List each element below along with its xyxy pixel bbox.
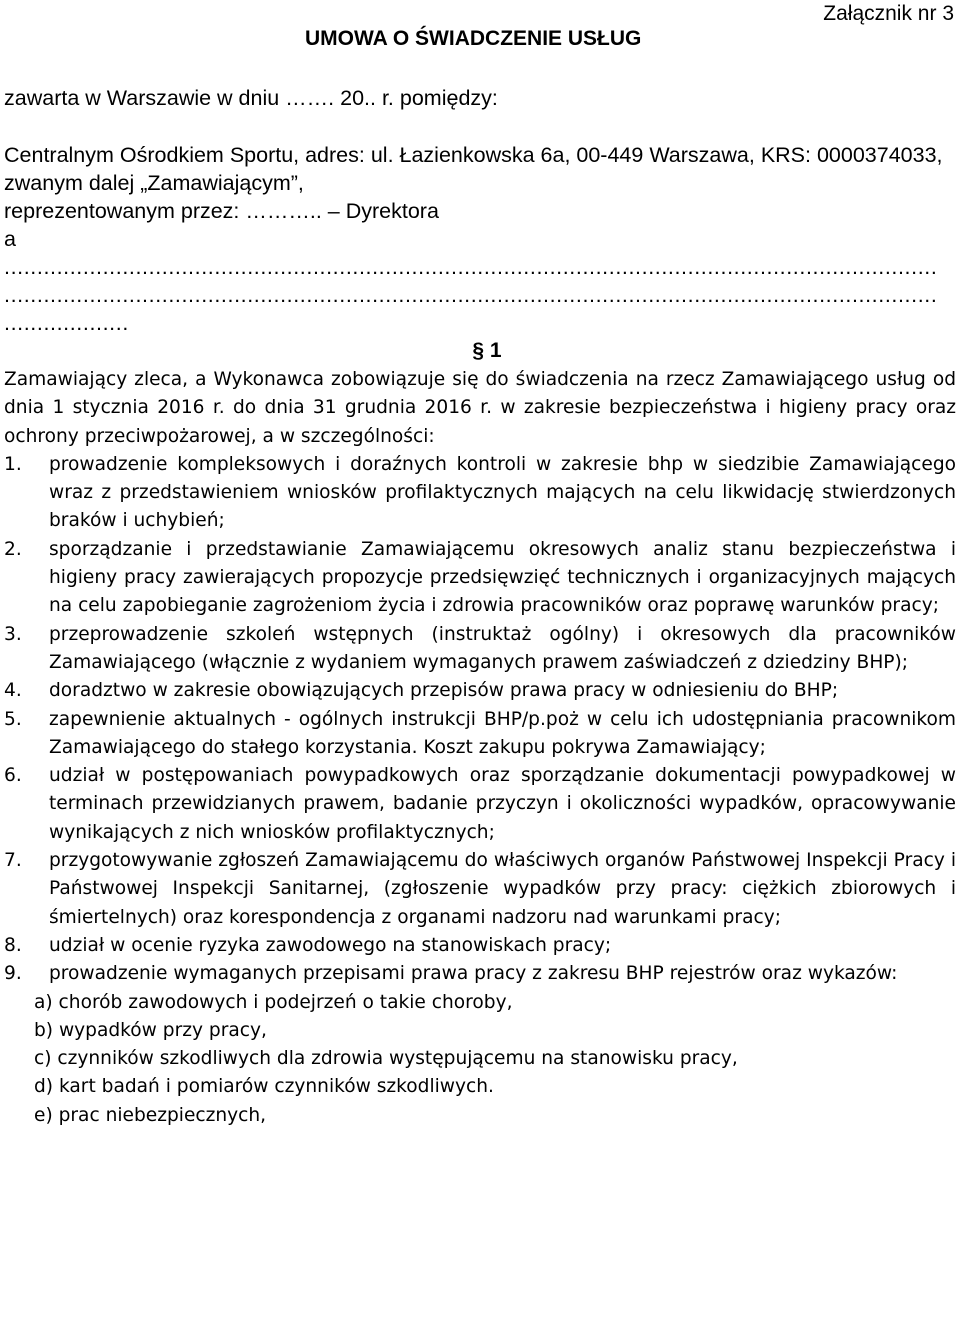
list-item-text: zapewnienie aktualnych - ogólnych instrukcji BHP/p.poż w celu ich udostępniania pracownikom Zamawiającego do stałego korzystania. Koszt zakupu pokrywa Zamawiający; xyxy=(49,708,956,758)
sublist-item: d) kart badań i pomiarów czynników szkodliwych. xyxy=(34,1076,494,1098)
list-item-text: udział w ocenie ryzyka zawodowego na stanowiskach pracy; xyxy=(49,934,612,956)
document-title: UMOWA O ŚWIADCZENIE USŁUG xyxy=(305,27,642,50)
registers-sublist xyxy=(4,989,956,1130)
list-item-number: 8. xyxy=(4,934,22,956)
section-lead-paragraph: Zamawiający zleca, a Wykonawca zobowiązuje się do świadczenia na rzecz Zamawiającego usług od dnia 1 stycznia 2016 r. do dnia 31 grudnia 2016 r. w zakresie bezpieczeństwa i higieny pracy oraz ochrony przeciwpożarowej, a w szczególności: xyxy=(4,369,956,447)
list-item-text: prowadzenie wymaganych przepisami prawa pracy z zakresu BHP rejestrów oraz wykazów: xyxy=(49,963,898,985)
list-item-text: udział w postępowaniach powypadkowych oraz sporządzanie dokumentacji powypadkowej w terminach przewidzianych prawem, badanie przyczyn i okoliczności wypadków, opracowywanie wynikających z nich wniosków profilaktycznych; xyxy=(49,765,956,843)
list-item-text: przeprowadzenie szkoleń wstępnych (instruktaż ogólny) i okresowych dla pracowników Zamawiającego (włącznie z wydaniem wymaganych prawem zaświadczeń z dziedziny BHP); xyxy=(49,623,956,673)
list-item xyxy=(4,451,956,536)
list-item xyxy=(4,847,956,932)
list-item-number: 3. xyxy=(4,623,22,645)
contractor-placeholder-line-3: ................... xyxy=(4,311,129,335)
list-item xyxy=(4,677,956,705)
list-item xyxy=(4,706,956,763)
represented-by: reprezentowanym przez: ……….. – Dyrektora xyxy=(4,199,439,223)
section-heading xyxy=(0,339,960,363)
list-item-number: 1. xyxy=(4,453,22,475)
list-item-text: przygotowywanie zgłoszeń Zamawiającemu do właściwych organów Państwowej Inspekcji Pracy i Państwowej Inspekcji Sanitarnej, (zgłoszenie wypadków przy pracy: ciężkich zbiorowych i śmiertelnych) oraz korespondencja z organami nadzoru nad warunkami pracy; xyxy=(49,850,956,928)
sublist-item: e) prac niebezpiecznych, xyxy=(34,1104,267,1126)
list-item-number: 2. xyxy=(4,538,22,560)
list-item-text: sporządzanie i przedstawianie Zamawiającemu okresowych analiz stanu bezpieczeństwa i higieny pracy zawierających propozycje przedsięwzięć technicznych i organizacyjnych mających na celu zapobieganie zagrożeniom życia i zdrowia pracowników oraz poprawę warunków pracy; xyxy=(49,538,956,617)
list-item-number: 7. xyxy=(4,850,22,872)
list-item-number: 9. xyxy=(4,963,22,985)
list-item-text: doradztwo w zakresie obowiązujących przepisów prawa pracy w odniesieniu do BHP; xyxy=(49,680,839,702)
contractor-placeholder-line-2: .............................................................................................................................................. xyxy=(4,283,938,307)
obligations-list xyxy=(4,451,956,989)
list-item xyxy=(4,960,956,988)
list-item-number: 4. xyxy=(4,680,22,702)
sublist-item: c) czynników szkodliwych dla zdrowia występującemu na stanowisku pracy, xyxy=(34,1048,738,1070)
contract-parties xyxy=(4,84,956,337)
sublist-item: a) chorób zawodowych i podejrzeń o takie choroby, xyxy=(34,991,513,1013)
list-item xyxy=(4,536,956,621)
list-item xyxy=(4,621,956,678)
section-body xyxy=(4,366,956,1130)
section-number: 1 xyxy=(489,339,502,362)
list-item-text: prowadzenie kompleksowych i doraźnych kontroli w zakresie bhp w siedzibie Zamawiającego wraz z przedstawieniem wniosków profilaktycznych mających na celu likwidację stwierdzonych braków i uchybień; xyxy=(49,453,956,532)
list-item-number: 5. xyxy=(4,708,22,730)
list-item-number: 6. xyxy=(4,765,22,787)
party-ordering: Centralnym Ośrodkiem Sportu, adres: ul. Łazienkowska 6a, 00-449 Warszawa, KRS: 0000374033, zwanym dalej „Zamawiającym”, xyxy=(4,143,943,195)
attachment-label: Załącznik nr 3 xyxy=(823,2,954,25)
sublist-item: b) wypadków przy pracy, xyxy=(34,1019,267,1041)
section-symbol: § xyxy=(472,339,485,362)
list-item xyxy=(4,932,956,960)
list-item xyxy=(4,762,956,847)
and-conjunction: a xyxy=(4,227,16,251)
contractor-placeholder-line-1: .............................................................................................................................................. xyxy=(4,255,938,279)
concluded-line: zawarta w Warszawie w dniu ……. 20.. r. pomiędzy: xyxy=(4,86,498,110)
